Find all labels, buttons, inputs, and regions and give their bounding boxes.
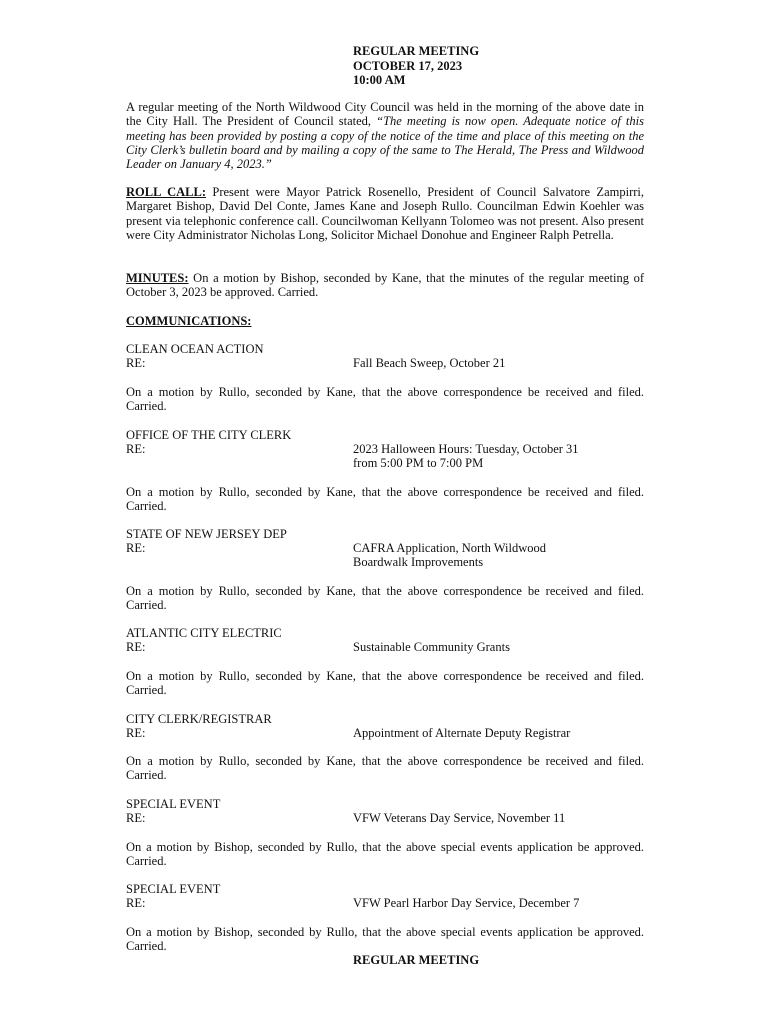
- minutes-label: MINUTES:: [126, 271, 189, 285]
- comm-motion: On a motion by Bishop, seconded by Rullo, that the above special events application be approved. Carried.: [126, 840, 644, 869]
- comm-sender: CLEAN OCEAN ACTION: [126, 342, 264, 356]
- comm-re: RE:: [126, 896, 146, 910]
- comm-subject: Appointment of Alternate Deputy Registrar: [353, 726, 571, 740]
- communications-heading: COMMUNICATIONS:: [126, 314, 252, 328]
- comm-re: RE:: [126, 356, 146, 370]
- intro-text: A regular meeting of the North Wildwood City Council was held in the morning of the above date in the City Hall. The President of Council stated,: [126, 100, 644, 129]
- comm-re: RE:: [126, 811, 146, 825]
- roll-call-text: Present were Mayor Patrick Rosenello, President of Council Salvatore Zampirri, Margaret Bishop, David Del Conte, James Kane and Joseph Rullo. Councilman Edwin Koehler was present via telephonic conference call. Councilwoman Kellyann Tolomeo was not present. Also present were City Administrator Nicholas Long, Solicitor Michael Donohue and Engineer Ralph Petrella.: [126, 185, 644, 242]
- comm-motion: On a motion by Bishop, seconded by Rullo, that the above special events application be approved. Carried.: [126, 925, 644, 954]
- intro-quote: “The meeting is now open. Adequate notice of this meeting has been provided by posting a copy of the notice of the time and place of this meeting on the City Clerk’s bulletin board and by mailing a copy of the same to The Herald, The Press and Wildwood Leader on January 4, 2023.”: [126, 114, 644, 172]
- comm-subject: VFW Pearl Harbor Day Service, December 7: [353, 896, 580, 910]
- meeting-header: [353, 44, 479, 88]
- comm-subject: Sustainable Community Grants: [353, 640, 510, 654]
- comm-sender: OFFICE OF THE CITY CLERK: [126, 428, 292, 442]
- comm-motion: On a motion by Rullo, seconded by Kane, that the above correspondence be received and filed. Carried.: [126, 584, 644, 613]
- comm-motion: On a motion by Rullo, seconded by Kane, that the above correspondence be received and filed. Carried.: [126, 485, 644, 514]
- intro-paragraph: [126, 100, 644, 171]
- comm-sender: SPECIAL EVENT: [126, 882, 221, 896]
- minutes-paragraph: [126, 271, 644, 300]
- page-footer-header: REGULAR MEETING: [353, 953, 480, 967]
- comm-sender: CITY CLERK/REGISTRAR: [126, 712, 272, 726]
- comm-sender: ATLANTIC CITY ELECTRIC: [126, 626, 282, 640]
- comm-motion: On a motion by Rullo, seconded by Kane, that the above correspondence be received and filed. Carried.: [126, 669, 644, 698]
- comm-subject: VFW Veterans Day Service, November 11: [353, 811, 566, 825]
- comm-subject: 2023 Halloween Hours: Tuesday, October 31 from 5:00 PM to 7:00 PM: [353, 442, 579, 471]
- minutes-text: On a motion by Bishop, seconded by Kane, that the minutes of the regular meeting of October 3, 2023 be approved. Carried.: [126, 271, 644, 300]
- meeting-time: 10:00 AM: [353, 73, 406, 87]
- roll-call-label: ROLL CALL:: [126, 185, 207, 199]
- comm-motion: On a motion by Rullo, seconded by Kane, that the above correspondence be received and filed. Carried.: [126, 385, 644, 414]
- meeting-title: REGULAR MEETING: [353, 44, 480, 58]
- comm-subject: CAFRA Application, North Wildwood Boardwalk Improvements: [353, 541, 547, 570]
- comm-re: RE:: [126, 442, 146, 456]
- meeting-date: OCTOBER 17, 2023: [353, 58, 463, 73]
- comm-motion: On a motion by Rullo, seconded by Kane, that the above correspondence be received and filed. Carried.: [126, 754, 644, 783]
- comm-re: RE:: [126, 726, 146, 740]
- comm-sender: STATE OF NEW JERSEY DEP: [126, 527, 287, 541]
- comm-re: RE:: [126, 541, 146, 555]
- comm-sender: SPECIAL EVENT: [126, 797, 221, 811]
- comm-subject: Fall Beach Sweep, October 21: [353, 356, 506, 370]
- roll-call-paragraph: [126, 185, 644, 242]
- comm-re: RE:: [126, 640, 146, 654]
